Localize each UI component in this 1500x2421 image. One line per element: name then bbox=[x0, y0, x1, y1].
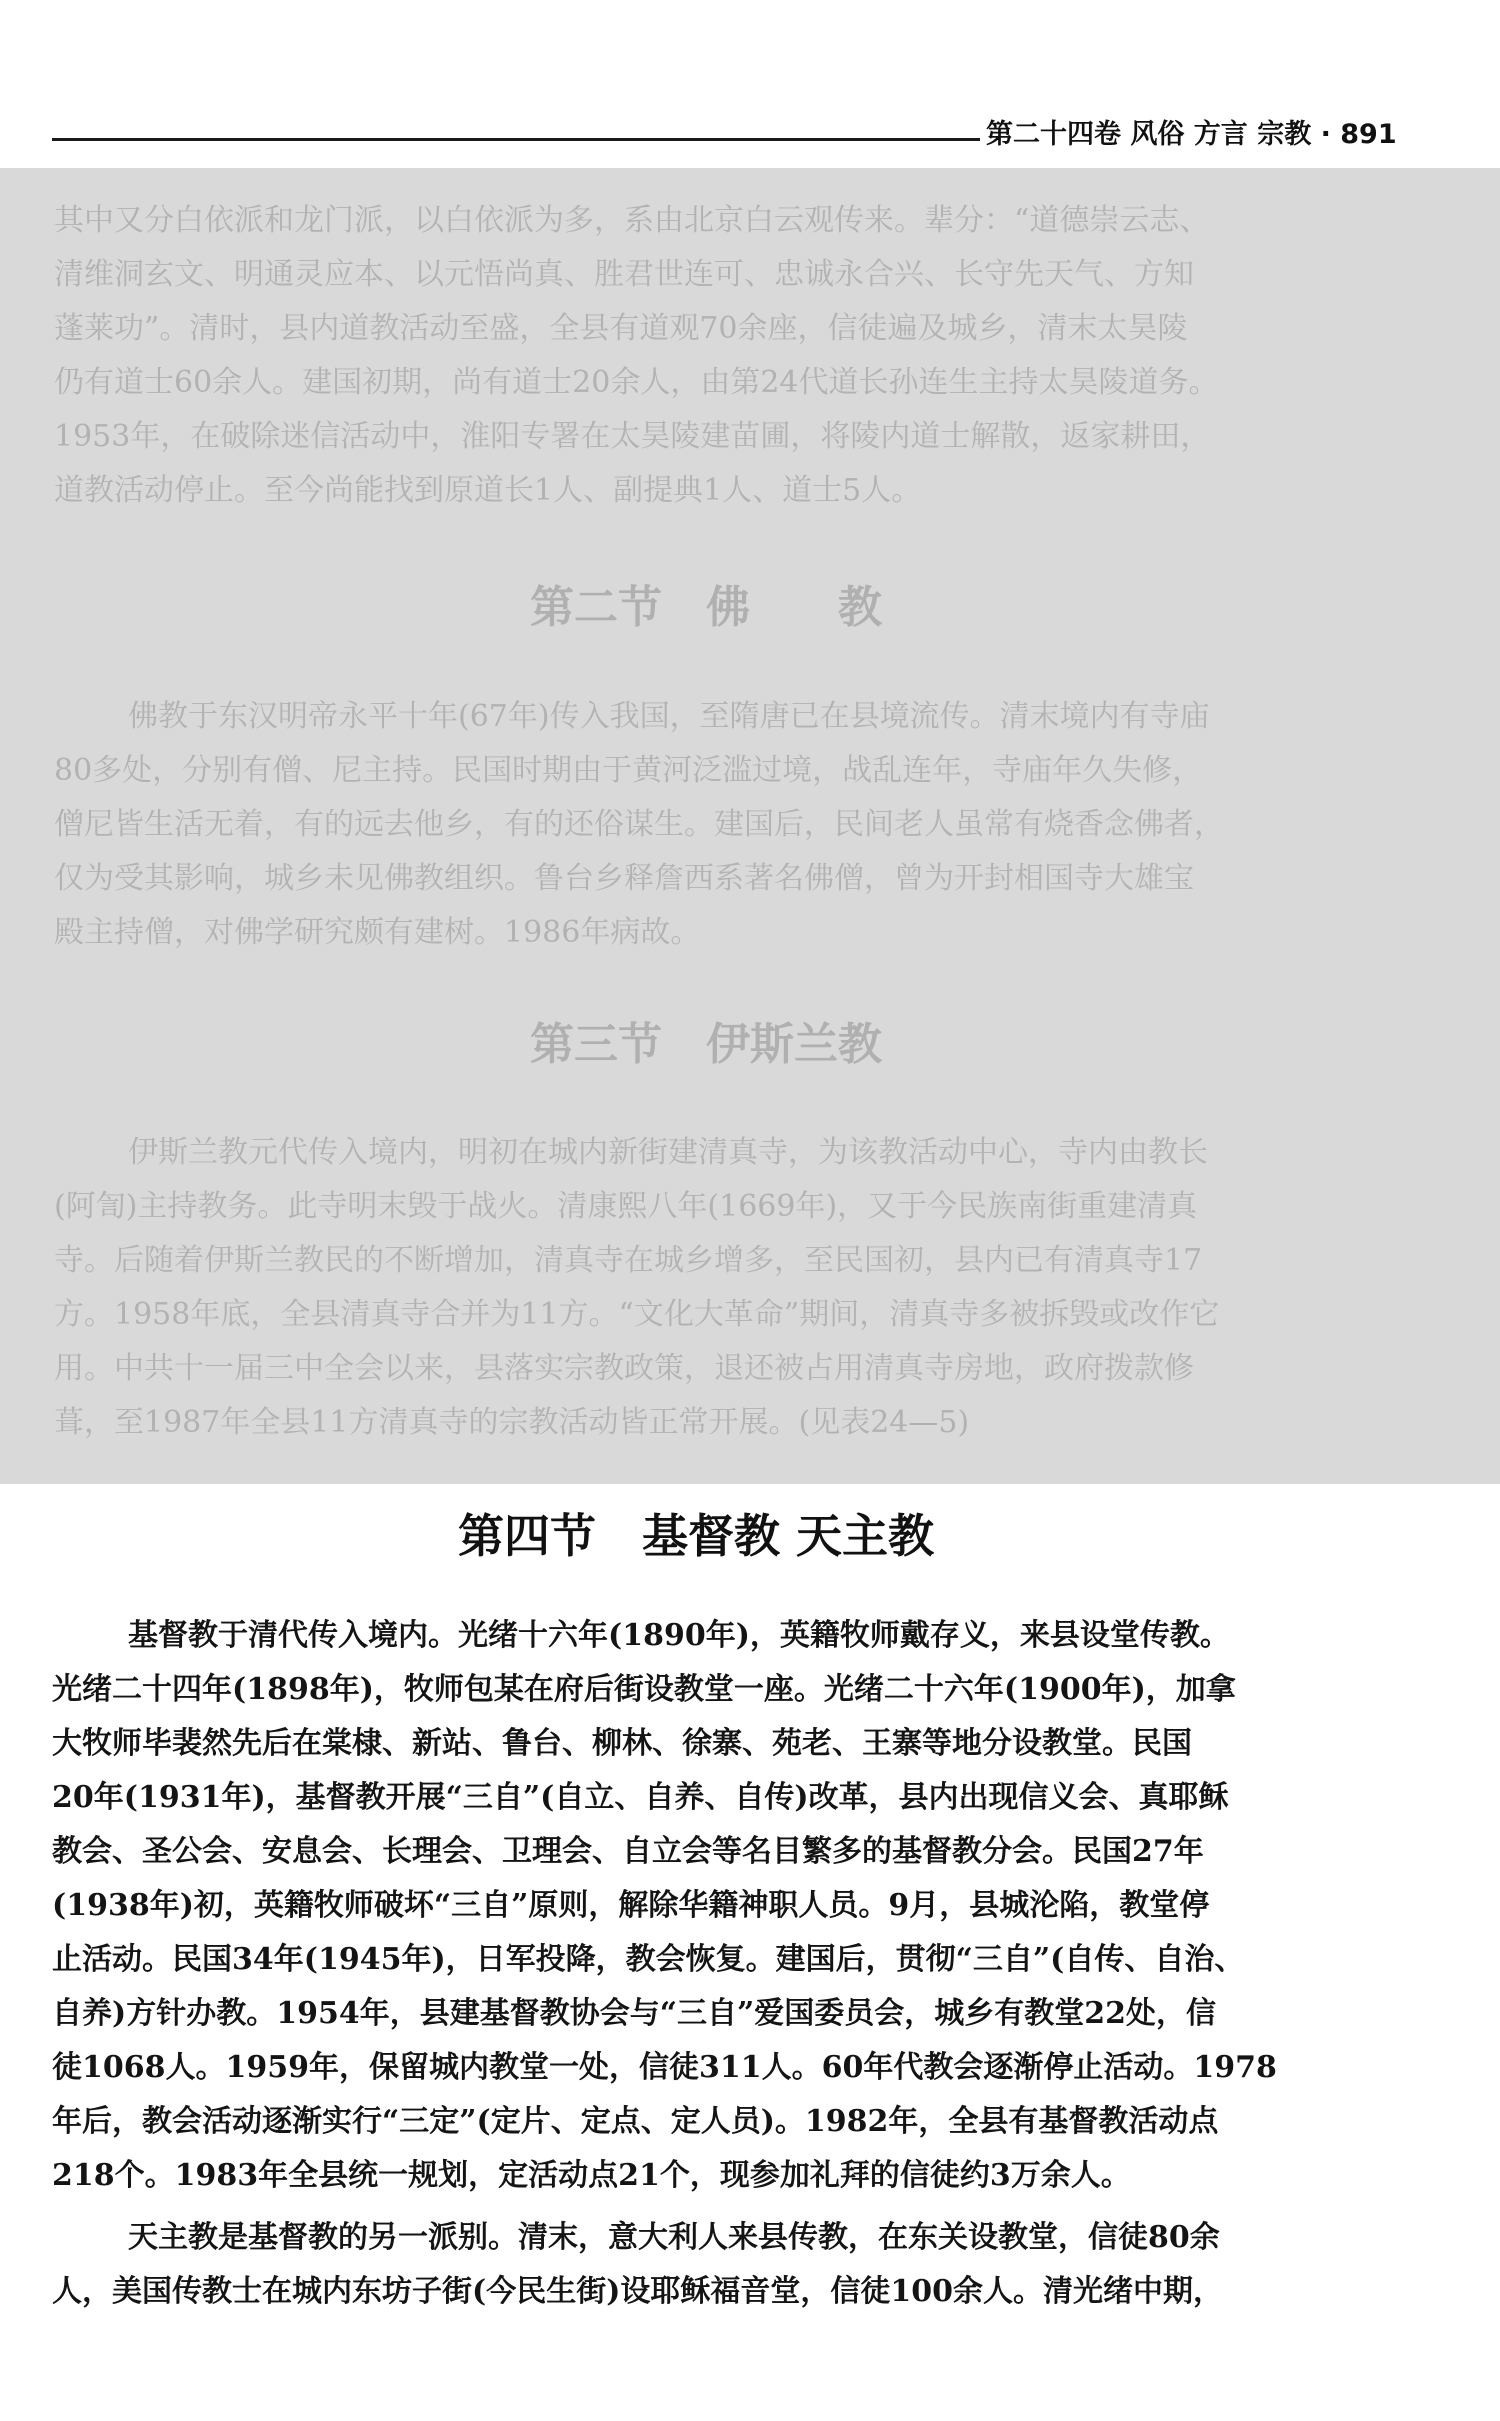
islam-line: 方。1958年底，全县清真寺合并为11方。“文化大革命”期间，清真寺多被拆毁或改作它 bbox=[54, 1297, 1220, 1332]
catholicism-line: 人，美国传教士在城内东坊子街(今民生街)设耶稣福音堂，信徒100余人。清光绪中期， bbox=[52, 2274, 1224, 2309]
islam-line: 用。中共十一届三中全会以来，县落实宗教政策，退还被占用清真寺房地，政府拨款修 bbox=[54, 1351, 1194, 1386]
section-title-islam: 第三节 伊斯兰教 bbox=[530, 1019, 882, 1070]
taoism-line: 道教活动停止。至今尚能找到原道长1人、副提典1人、道士5人。 bbox=[54, 473, 922, 508]
taoism-line: 1953年，在破除迷信活动中，淮阳专署在太昊陵建苗圃，将陵内道士解散，返家耕田， bbox=[54, 419, 1211, 454]
islam-line: (阿訇)主持教务。此寺明末毁于战火。清康熙八年(1669年)，又于今民族南街重建清真 bbox=[54, 1189, 1198, 1224]
section-title-christianity: 第四节 基督教 天主教 bbox=[458, 1509, 935, 1563]
buddhism-line: 80多处，分别有僧、尼主持。民国时期由于黄河泛滥过境，战乱连年，寺庙年久失修， bbox=[54, 753, 1203, 788]
taoism-line: 其中又分白依派和龙门派，以白依派为多，系由北京白云观传来。辈分：“道德崇云志、 bbox=[54, 203, 1210, 238]
christianity-line: 光绪二十四年(1898年)，牧师包某在府后街设教堂一座。光绪二十六年(1900年)，加拿 bbox=[52, 1672, 1236, 1707]
christianity-line: (1938年)初，英籍牧师破坏“三自”原则，解除华籍神职人员。9月，县城沦陷，教堂停 bbox=[52, 1888, 1210, 1923]
buddhism-line: 仅为受其影响，城乡未见佛教组织。鲁台乡释詹西系著名佛僧，曾为开封相国寺大雄宝 bbox=[54, 861, 1194, 896]
buddhism-line: 殿主持僧，对佛学研究颇有建树。1986年病故。 bbox=[54, 915, 701, 950]
islam-line: 葺，至1987年全县11方清真寺的宗教活动皆正常开展。(见表24—5) bbox=[54, 1405, 970, 1440]
islam-line: 寺。后随着伊斯兰教民的不断增加，清真寺在城乡增多，至民国初，县内已有清真寺17 bbox=[54, 1243, 1203, 1278]
shaded-region bbox=[0, 168, 1500, 1484]
christianity-line: 20年(1931年)，基督教开展“三自”(自立、自养、自传)改革，县内出现信义会、真耶稣 bbox=[52, 1780, 1229, 1815]
christianity-line: 218个。1983年全县统一规划，定活动点21个，现参加礼拜的信徒约3万余人。 bbox=[52, 2158, 1131, 2193]
running-header: 第二十四卷 风俗 方言 宗教 · 891 bbox=[986, 119, 1397, 150]
section-title-buddhism: 第二节 佛 教 bbox=[530, 582, 882, 633]
christianity-line: 大牧师毕裴然先后在棠棣、新站、鲁台、柳林、徐寨、苑老、王寨等地分设教堂。民国 bbox=[52, 1726, 1192, 1761]
christianity-line: 徒1068人。1959年，保留城内教堂一处，信徒311人。60年代教会逐渐停止活动。1978 bbox=[52, 2050, 1277, 2085]
christianity-line: 基督教于清代传入境内。光绪十六年(1890年)，英籍牧师戴存义，来县设堂传教。 bbox=[128, 1618, 1230, 1653]
taoism-line: 蓬莱功”。清时，县内道教活动至盛，全县有道观70余座，信徒遍及城乡，清末太昊陵 bbox=[54, 311, 1188, 346]
catholicism-line: 天主教是基督教的另一派别。清末，意大利人来县传教，在东关设教堂，信徒80余 bbox=[128, 2220, 1220, 2255]
islam-line: 伊斯兰教元代传入境内，明初在城内新街建清真寺，为该教活动中心，寺内由教长 bbox=[128, 1135, 1208, 1170]
buddhism-line: 僧尼皆生活无着，有的远去他乡，有的还俗谋生。建国后，民间老人虽常有烧香念佛者， bbox=[54, 807, 1224, 842]
christianity-line: 止活动。民国34年(1945年)，日军投降，教会恢复。建国后，贯彻“三自”(自传、自治、 bbox=[52, 1942, 1245, 1977]
taoism-line: 仍有道士60余人。建国初期，尚有道士20余人，由第24代道长孙连生主持太昊陵道务。 bbox=[54, 365, 1219, 400]
header-rule bbox=[52, 138, 980, 141]
buddhism-line: 佛教于东汉明帝永平十年(67年)传入我国，至隋唐已在县境流传。清末境内有寺庙 bbox=[128, 699, 1210, 734]
christianity-line: 自养)方针办教。1954年，县建基督教协会与“三自”爱国委员会，城乡有教堂22处，信 bbox=[52, 1996, 1216, 2031]
christianity-line: 教会、圣公会、安息会、长理会、卫理会、自立会等名目繁多的基督教分会。民国27年 bbox=[52, 1834, 1204, 1869]
taoism-line: 清维洞玄文、明通灵应本、以元悟尚真、胜君世连可、忠诚永合兴、长守先天气、方知 bbox=[54, 257, 1194, 292]
christianity-line: 年后，教会活动逐渐实行“三定”(定片、定点、定人员)。1982年，全县有基督教活动点 bbox=[52, 2104, 1219, 2139]
